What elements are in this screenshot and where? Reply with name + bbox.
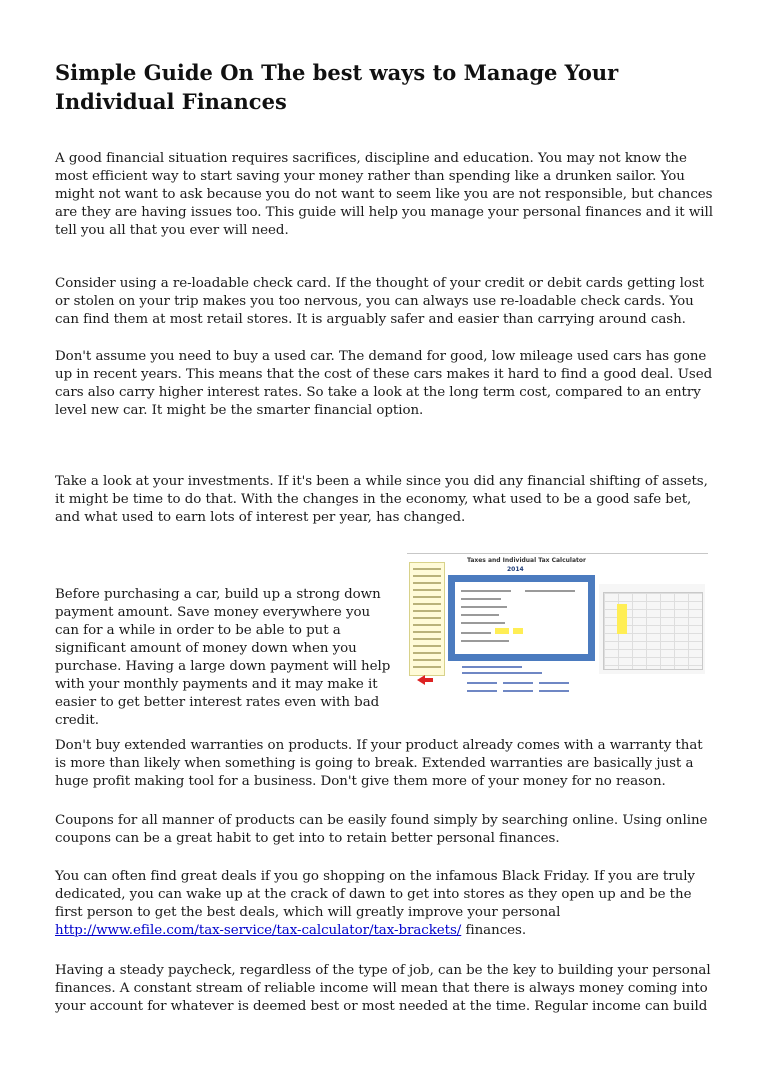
document-title: Simple Guide On The best ways to Manage Your Individual Finances xyxy=(55,60,619,114)
figure-table xyxy=(599,584,705,674)
paragraph-intro: A good financial situation requires sacrifices, discipline and education. You may not know the most efficient way to start saving your money rather than spending like a drunken sailor. You might not want to ask because you do not want to seem like you are not responsible, but chances are they are having issues too. This guide will help you manage your personal finances and it will tell you all that you ever will need. xyxy=(55,151,713,238)
paragraph-investments: Take a look at your investments. If it's been a while since you did any financial shifting of assets, it might be time to do that. With the changes in the economy, what used to be a good safe bet, and what used to earn lots of interest per year, has changed. xyxy=(55,474,708,525)
back-arrow-icon xyxy=(417,675,425,685)
paragraph-black-friday xyxy=(55,868,715,940)
figure-year: 2014 xyxy=(507,566,524,573)
paragraph-steady-paycheck: Having a steady paycheck, regardless of the type of job, can be the key to building your personal finances. A constant stream of reliable income will mean that there is always money coming into your account for whatever is deemed best or most needed at the time. Regular income can build xyxy=(55,963,711,1014)
paragraph-check-card: Consider using a re-loadable check card. If the thought of your credit or debit cards getting lost or stolen on your trip makes you too nervous, you can always use re-loadable check cards. You can find them at most retail stores. It is arguably safer and easier than carrying around cash. xyxy=(55,276,705,327)
tax-calculator-screenshot-image xyxy=(407,553,708,700)
figure-sidebar xyxy=(409,562,445,676)
tax-brackets-link[interactable]: http://www.efile.com/tax-service/tax-calculator/tax-brackets/ xyxy=(55,923,462,938)
paragraph-coupons: Coupons for all manner of products can be easily found simply by searching online. Using online coupons can be a great habit to get into to retain better personal finances. xyxy=(55,813,708,846)
paragraph-used-car: Don't assume you need to buy a used car. The demand for good, low mileage used cars has gone up in recent years. This means that the cost of these cars makes it hard to find a good deal. Used cars also carry higher interest rates. So take a look at the long term cost, compared to an entry level new car. It might be the smarter financial option. xyxy=(55,349,713,418)
paragraph-down-payment: Before purchasing a car, build up a strong down payment amount. Save money everywhere you can for a while in order to be able to put a significant amount of money down when you purchase. Having a large down payment will help with your monthly payments and it may make it easier to get better interest rates even with bad credit. xyxy=(55,587,391,728)
black-friday-text: You can often find great deals if you go shopping on the infamous Black Friday. If you are truly dedicated, you can wake up at the crack of dawn to get into stores as they open up and be the first person to get the best deals, which will greatly improve your personal xyxy=(55,869,695,920)
link-trailing-text: finances. xyxy=(461,923,527,938)
figure-calculator-panel xyxy=(448,575,595,661)
paragraph-warranties: Don't buy extended warranties on products. If your product already comes with a warranty that is more than likely when something is going to break. Extended warranties are basically just a huge profit making tool for a business. Don't give them more of your money for no reason. xyxy=(55,738,703,789)
figure-title: Taxes and Individual Tax Calculator xyxy=(467,557,586,564)
